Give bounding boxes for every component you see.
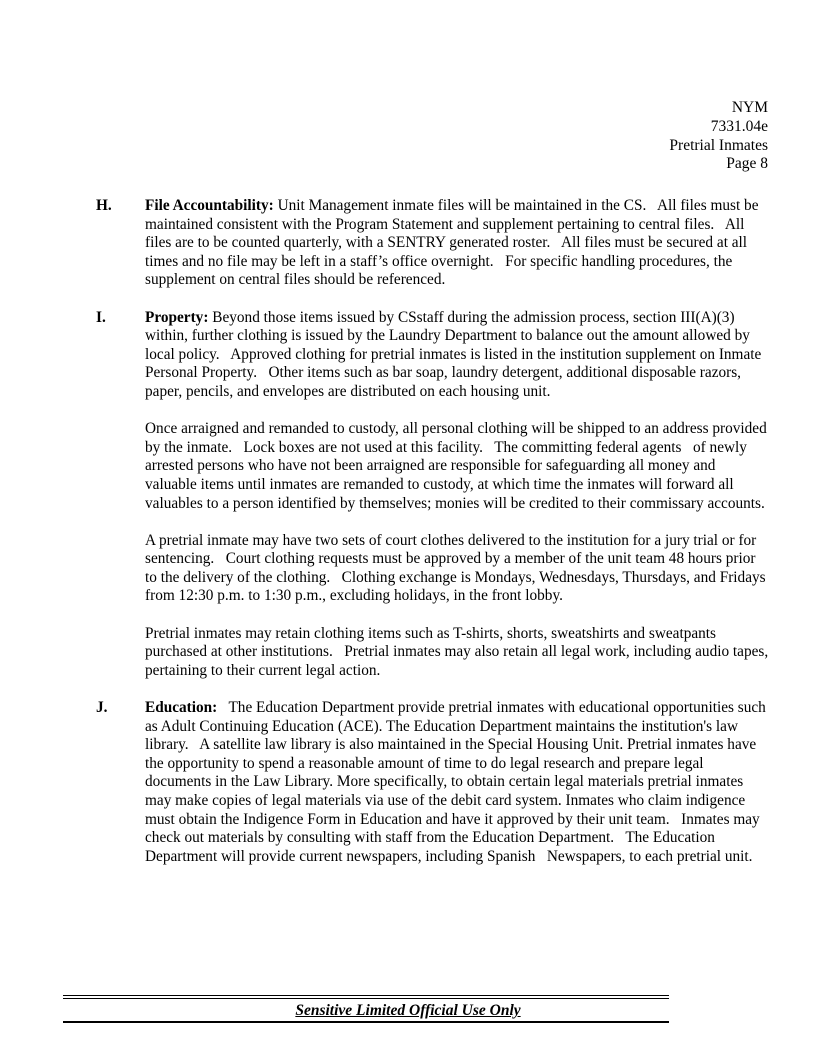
section-file-accountability [96,197,769,309]
section-title: File Accountability: [145,197,274,214]
footer-classification-label: Sensitive Limited Official Use Only [295,1002,521,1019]
document-footer [0,995,816,1023]
section-education [96,699,769,885]
document-body [96,197,773,885]
section-property [96,308,773,699]
section-label: H. [96,197,112,214]
paragraph-text: A pretrial inmate may have two sets of court clothes delivered to the institution for a jury trial or for sentencing. Court clothing requests must be approved by a member of the unit team 48 hours prior to the delivery of the clothing. Clothing exchange is Mondays, Wednesdays, Thursdays, and Fridays from 12:30 p.m. to 1:30 p.m., excluding holidays, in the front lobby. [145,531,770,605]
paragraph [145,309,769,402]
section-text [145,197,769,309]
section-label: I. [96,308,106,326]
paragraph-text: Beyond those items issued by CSstaff during the admission process, section III(A)(3) within, further clothing is issued by the Laundry Department to balance out the amount allowed by local policy. Approved clothing for pretrial inmates is listed in the institution supplement on Inmate Personal Property. Other items such as bar soap, laundry detergent, additional disposable razors, paper, pencils, and envelopes are distributed on each housing unit. [145,308,766,400]
section-title: Education: [145,699,218,717]
header-line-subject: Pretrial Inmates [669,136,768,154]
paragraph-text: Unit Management inmate files will be maintained in the CS. All files must be maintained consistent with the Program Statement and supplement pertaining to central files. All files are to be counted quarterly, with a SENTRY generated roster. All files must be secured at all times and no file may be left in a staff’s office overnight. For specific handling procedures, the supplement on central files should be referenced. [145,197,763,289]
paragraph-text: Once arraigned and remanded to custody, all personal clothing will be shipped to an address provided by the inmate. Lock boxes are not used at this facility. The committing federal agents of newly arrested persons who have not been arraigned are responsible for safeguarding all money and valuable items until inmates are remanded to custody, at which time the inmates will forward all valuables to a person identified by themselves; monies will be credited to their commissary accounts. [145,420,771,512]
footer-text [0,999,816,1021]
document-header [669,99,768,174]
section-title: Property: [145,308,209,326]
header-line-page: Page 8 [726,155,768,173]
paragraph-text: Pretrial inmates may retain clothing items such as T-shirts, shorts, sweatshirts and sweatpants purchased at other institutions. Pretrial inmates may also retain all legal work, including audio tapes, pertaining to their current legal action. [145,624,773,679]
footer-rule-bottom [63,1021,669,1023]
paragraph [145,624,773,681]
paragraph [145,420,769,513]
paragraph [145,532,769,606]
header-line-org: NYM [731,99,768,116]
section-label: J. [96,699,108,717]
paragraph-text: The Education Department provide pretrial inmates with educational opportunities such as Adult Continuing Education (ACE). The Education Department maintains the institution's law library. A satellite law library is also maintained in the Special Housing Unit. Pretrial inmates have the opportunity to spend a reasonable amount of time to do legal research and prepare legal documents in the Law Library. More specifically, to obtain certain legal materials pretrial inmates may make copies of legal materials via use of the debit card system. Inmates who claim indigence must obtain the Indigence Form in Education and have it approved by their unit team. Inmates may check out materials by consulting with staff from the Education Department. The Education Department will provide current newspapers, including Spanish Newspapers, to each pretrial unit. [145,699,770,865]
section-text [145,308,773,699]
paragraph [145,197,769,290]
section-text [145,699,769,885]
paragraph [145,699,769,866]
header-line-number: 7331.04e [710,117,768,135]
